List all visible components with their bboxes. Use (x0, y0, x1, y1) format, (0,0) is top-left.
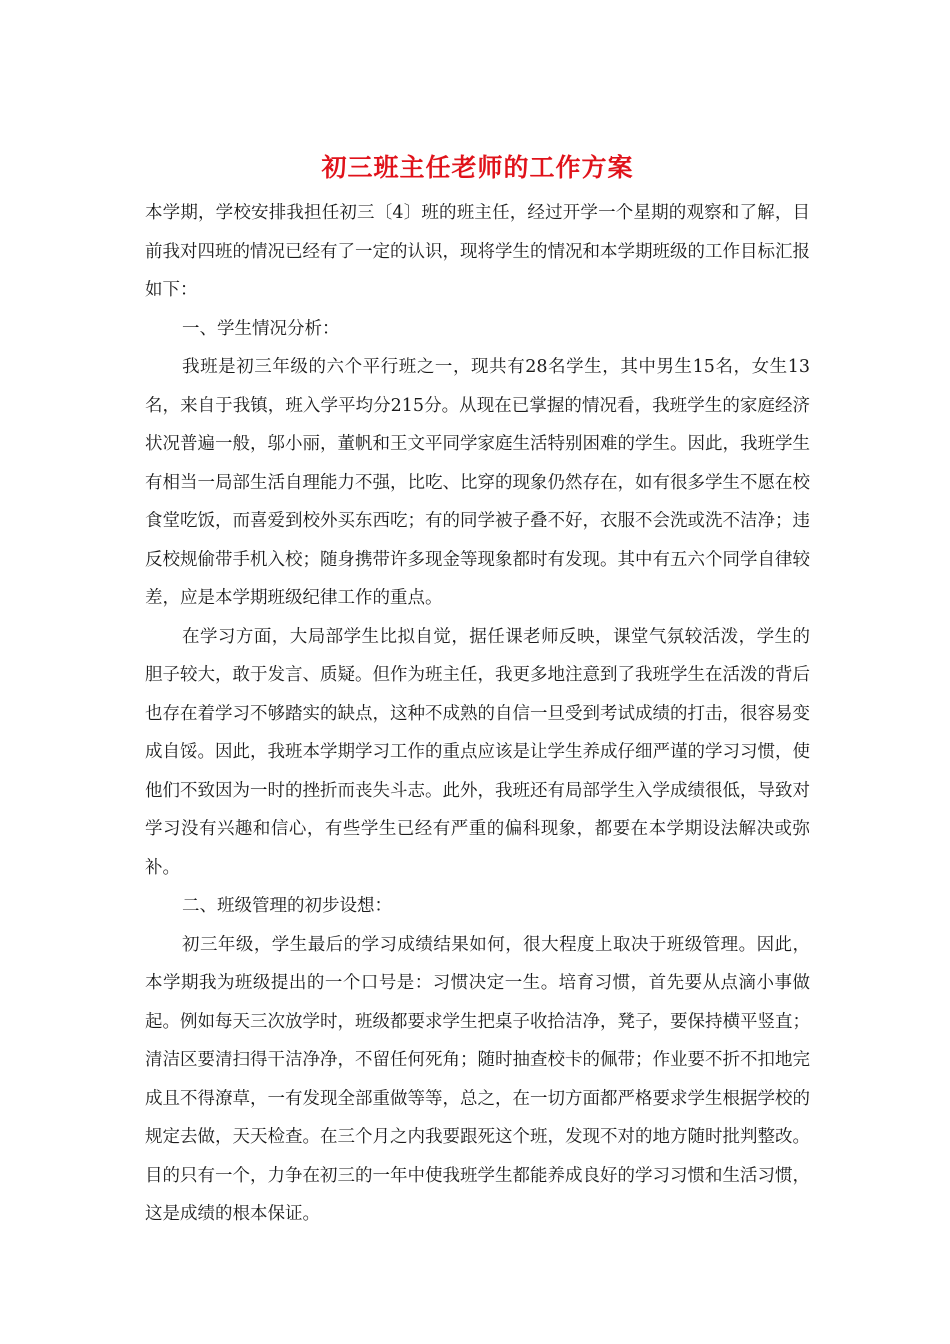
heading-student-analysis: 一、学生情况分析： (182, 318, 340, 339)
paragraph-class-situation: 我班是初三年级的六个平行班之一，现共有28名学生，其中男生15名，女生13名，来自于我镇，班入学平均分215分。从现在已掌握的情况看，我班学生的家庭经济状况普遍一般，邬小丽，董帆和王文平同学家庭生活特别困难的学生。因此，我班学生有相当一局部生活自理能力不强，比吃、比穿的现象仍然存在，如有很多学生不愿在校食堂吃饭，而喜爱到校外买东西吃；有的同学被子叠不好，衣服不会洗或洗不洁净；违反校规偷带手机入校；随身携带许多现金等现象都时有发现。其中有五六个同学自律较差，应是本学期班级纪律工作的重点。 (145, 357, 810, 608)
heading-class-management: 二、班级管理的初步设想： (182, 896, 392, 916)
document-page (145, 150, 810, 1234)
document-title: 初三班主任老师的工作方案 (321, 153, 634, 182)
paragraph-study-situation: 在学习方面，大局部学生比拟自觉，据任课老师反映，课堂气氛较活泼，学生的胆子较大，敢于发言、质疑。但作为班主任，我更多地注意到了我班学生在活泼的背后也存在着学习不够踏实的缺点，这种不成熟的自信一旦受到考试成绩的打击，很容易变成自馁。因此，我班本学期学习工作的重点应该是让学生养成仔细严谨的学习习惯，使他们不致因为一时的挫折而丧失斗志。此外，我班还有局部学生入学成绩很低，导致对学习没有兴趣和信心，有些学生已经有严重的偏科现象，都要在本学期设法解决或弥补。 (145, 626, 810, 878)
paragraph-management-plan: 初三年级，学生最后的学习成绩结果如何，很大程度上取决于班级管理。因此，本学期我为班级提出的一个口号是：习惯决定一生。培育习惯，首先要从点滴小事做起。例如每天三次放学时，班级都要求学生把桌子收拾洁净，凳子，要保持横平竖直；清洁区要清扫得干洁净净，不留任何死角；随时抽查校卡的佩带；作业要不折不扣地完成且不得潦草，一有发现全部重做等等，总之，在一切方面都严格要求学生根据学校的规定去做，天天检查。在三个月之内我要跟死这个班，发现不对的地方随时批判整改。目的只有一个，力争在初三的一年中使我班学生都能养成良好的学习习惯和生活习惯，这是成绩的根本保证。 (145, 934, 810, 1224)
paragraph-intro: 本学期，学校安排我担任初三〔4〕班的班主任，经过开学一个星期的观察和了解，目前我对四班的情况已经有了一定的认识，现将学生的情况和本学期班级的工作目标汇报如下： (145, 203, 810, 300)
